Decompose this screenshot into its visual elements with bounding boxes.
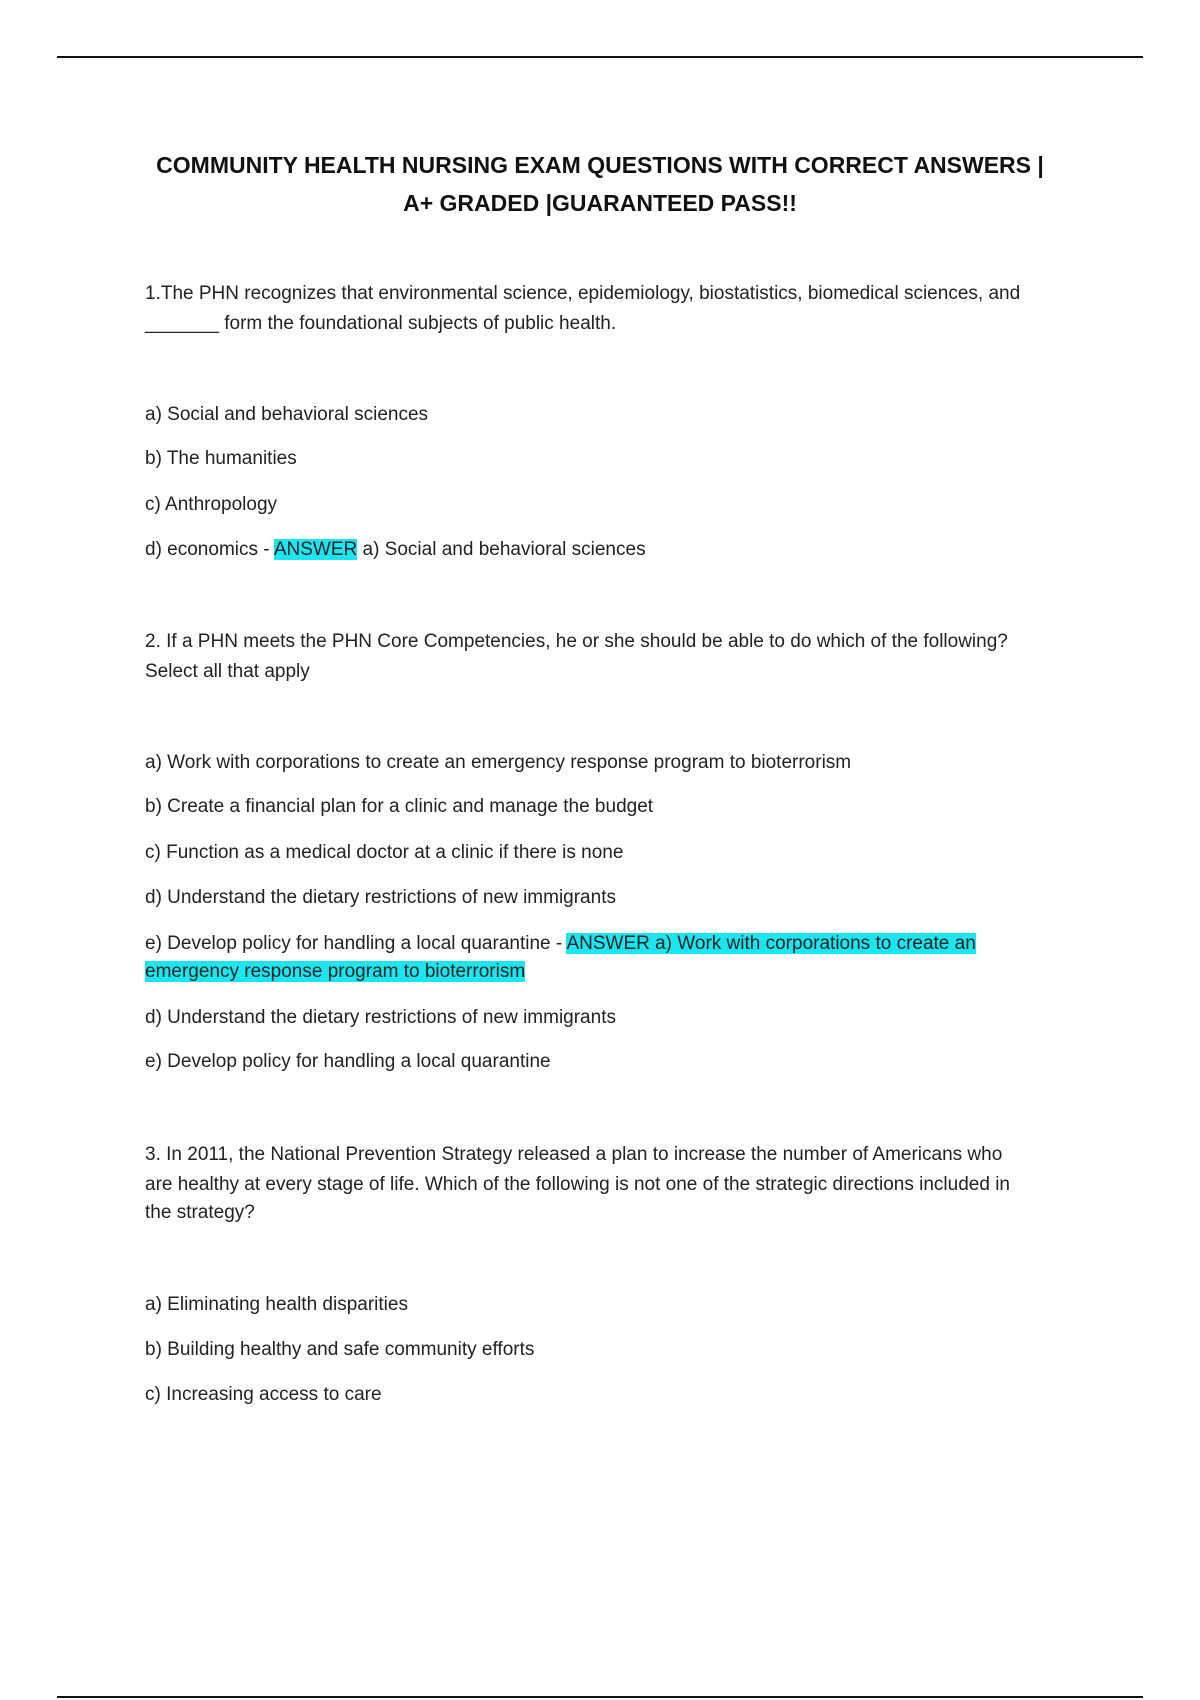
document-title — [130, 146, 1070, 222]
question-1-option-d-with-answer — [145, 537, 1090, 563]
footer-rule — [57, 1696, 1143, 1698]
question-3-stem-line-2: are healthy at every stage of life. Which of the following is not one of the strategic directions included in — [145, 1174, 1010, 1195]
question-1-stem-line-1: 1.The PHN recognizes that environmental science, epidemiology, biostatistics, biomedical sciences, and — [145, 283, 1021, 304]
title-line-1: COMMUNITY HEALTH NURSING EXAM QUESTIONS WITH CORRECT ANSWERS | — [156, 152, 1044, 178]
question-2-option-c: c) Function as a medical doctor at a clinic if there is none — [145, 842, 624, 863]
title-line-2: A+ GRADED |GUARANTEED PASS!! — [403, 190, 797, 216]
question-1-option-c: c) Anthropology — [145, 494, 278, 515]
question-3-option-c: c) Increasing access to care — [145, 1384, 382, 1405]
question-1-answer-text: a) Social and behavioral sciences — [357, 539, 646, 560]
question-2-option-d: d) Understand the dietary restrictions of new immigrants — [145, 887, 616, 908]
answer-highlight: ANSWER a) Work with corporations to create an — [566, 933, 976, 954]
question-2-repeat-option-e: e) Develop policy for handling a local quarantine — [145, 1051, 551, 1072]
question-3-option-b: b) Building healthy and safe community efforts — [145, 1339, 535, 1360]
question-2-option-e: e) Develop policy for handling a local quarantine - — [145, 933, 567, 954]
question-1-option-a: a) Social and behavioral sciences — [145, 404, 429, 425]
question-1-option-d: d) economics - — [145, 539, 274, 560]
question-1-option-b: b) The humanities — [145, 448, 297, 469]
question-2-stem-line-2: Select all that apply — [145, 661, 310, 682]
question-3-option-a: a) Eliminating health disparities — [145, 1294, 408, 1315]
question-1-stem-line-2: _______ form the foundational subjects of public health. — [145, 313, 617, 334]
question-2-option-b: b) Create a financial plan for a clinic and manage the budget — [145, 796, 654, 817]
question-2-stem-line-1: 2. If a PHN meets the PHN Core Competencies, he or she should be able to do which of the following? — [145, 631, 1008, 652]
question-2-repeat-option-d: d) Understand the dietary restrictions of new immigrants — [145, 1007, 616, 1028]
question-3-stem-line-3: the strategy? — [145, 1202, 255, 1223]
question-2-option-a: a) Work with corporations to create an emergency response program to bioterrorism — [145, 752, 852, 773]
answer-highlight: emergency response program to bioterrorism — [145, 961, 526, 982]
question-2-option-e-with-answer — [145, 931, 1090, 957]
question-2-answer-line-2 — [145, 959, 1090, 985]
answer-highlight: ANSWER — [273, 539, 358, 560]
question-3-stem-line-1: 3. In 2011, the National Prevention Strategy released a plan to increase the number of Americans who — [145, 1144, 1003, 1165]
header-rule — [57, 56, 1143, 58]
